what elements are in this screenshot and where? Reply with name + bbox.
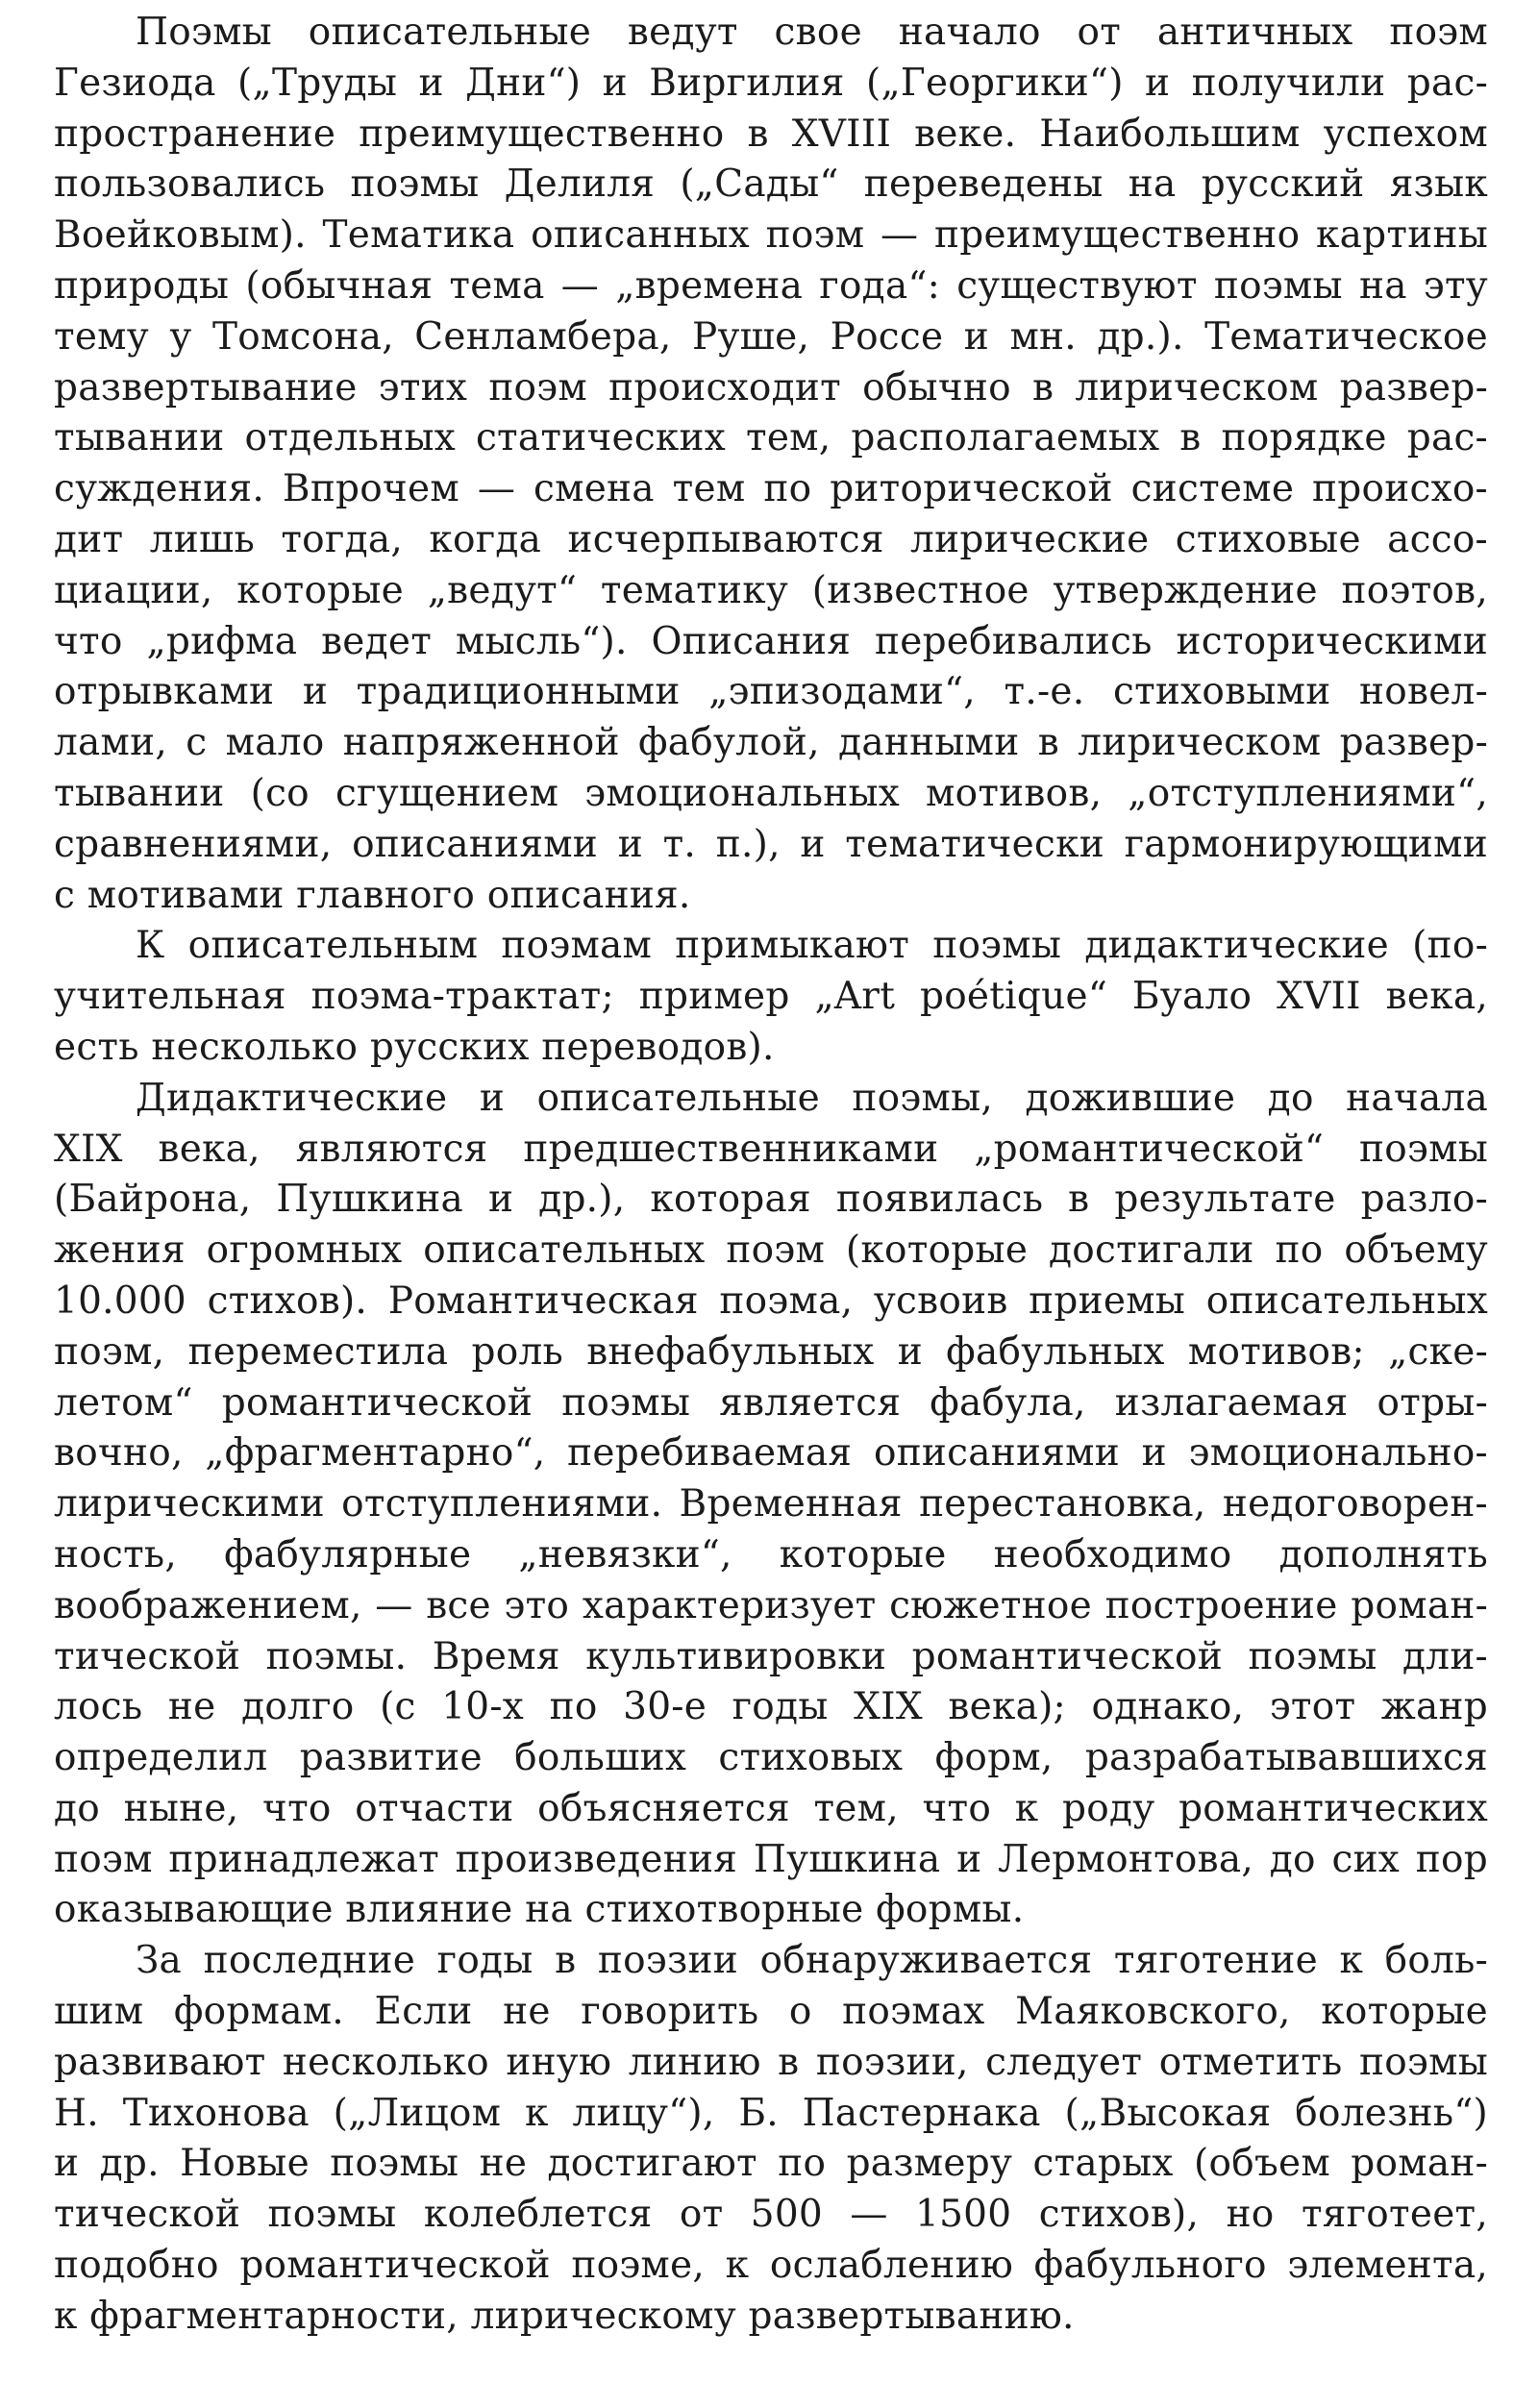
text-line: развертывание этих поэм происходит обычно в лирическом развер- — [54, 365, 1488, 410]
text-line: пространение преимущественно в XVIII веке. Наибольшим успехом — [54, 112, 1488, 156]
paragraph-recent-poetry — [54, 1936, 1488, 2342]
text-line: пользовались поэмы Делиля („Сады“ переведены на русский язык — [54, 162, 1488, 207]
text-line: тывании отдельных статических тем, располагаемых в порядке рас- — [54, 416, 1488, 460]
text-line: что „рифма ведет мысль“). Описания перебивались историческими — [54, 619, 1488, 663]
text-line: есть несколько русских переводов). — [54, 1025, 775, 1069]
text-line: подобно романтической поэме, к ослаблению фабульного элемента, — [54, 2244, 1488, 2288]
text-line: поэм принадлежат произведения Пушкина и Лермонтова, до сих пор — [54, 1837, 1488, 1881]
text-line: XIX века, являются предшественниками „романтической“ поэмы — [54, 1127, 1488, 1171]
text-line: суждения. Впрочем — смена тем по риторической системе происхо- — [54, 467, 1488, 511]
text-line: Поэмы описательные ведут свое начало от античных поэм — [136, 11, 1488, 54]
paragraph-romantic-poems — [54, 1074, 1488, 1937]
text-line: с мотивами главного описания. — [54, 873, 691, 917]
text-line: Н. Тихонова („Лицом к лицу“), Б. Пастернака („Высокая болезнь“) — [54, 2091, 1488, 2135]
text-line: и др. Новые поэмы не достигают по размеру старых (объем роман- — [54, 2142, 1488, 2186]
text-line: шим формам. Если не говорить о поэмах Маяковского, которые — [54, 1990, 1488, 2034]
text-line: тической поэмы. Время культивировки романтической поэмы дли- — [54, 1634, 1488, 1678]
text-line: лами, с мало напряженной фабулой, данными в лирическом развер- — [54, 721, 1488, 765]
paragraph-descriptive-poems — [54, 8, 1488, 921]
text-line: природы (обычная тема — „времена года“: существуют поэмы на эту — [54, 263, 1488, 308]
text-line: 10.000 стихов). Романтическая поэма, усвоив приемы описательных — [54, 1278, 1488, 1323]
text-line: тической поэмы колеблется от 500 — 1500 стихов), но тяготеет, — [54, 2193, 1488, 2237]
text-line: тывании (со сгущением эмоциональных мотивов, „отступлениями“, — [54, 771, 1488, 815]
text-line: жения огромных описательных поэм (которые достигали по объему — [54, 1229, 1488, 1273]
text-line: определил развитие больших стиховых форм, разрабатывавшихся — [54, 1736, 1488, 1780]
text-line: За последние годы в поэзии обнаруживается тяготение к боль- — [136, 1939, 1488, 1983]
text-line: Воейковым). Тематика описанных поэм — преимущественно картины — [54, 213, 1488, 258]
text-line: вочно, „фрагментарно“, перебиваемая описаниями и эмоционально- — [54, 1431, 1488, 1476]
text-line: до ныне, что отчасти объясняется тем, что к роду романтических — [54, 1786, 1488, 1830]
text-line: развивают несколько иную линию в поэзии, следует отметить поэмы — [54, 2040, 1488, 2084]
text-line: лирическими отступлениями. Временная перестановка, недоговорен- — [54, 1482, 1488, 1527]
text-line: Дидактические и описательные поэмы, дожившие до начала — [136, 1076, 1488, 1120]
text-line: лось не долго (с 10-х по 30-е годы XIX века); однако, этот жанр — [54, 1685, 1488, 1729]
text-line: летом“ романтической поэмы является фабула, излагаемая отры- — [54, 1380, 1488, 1425]
text-line: дит лишь тогда, когда исчерпываются лирические стиховые ассо- — [54, 517, 1488, 561]
text-line: сравнениями, описаниями и т. п.), и тематически гармонирующими — [54, 822, 1488, 866]
text-line: учительная поэма-трактат; пример „Art poétique“ Буало XVII века, — [54, 975, 1488, 1019]
text-line: циации, которые „ведут“ тематику (известное утверждение поэтов, — [54, 568, 1488, 612]
text-line: поэм, переместила роль внефабульных и фабульных мотивов; „ске- — [54, 1329, 1488, 1374]
text-line: ность, фабулярные „невязки“, которые необходимо дополнять — [54, 1532, 1488, 1576]
text-line: (Байрона, Пушкина и др.), которая появилась в результате разло- — [54, 1178, 1488, 1222]
text-line: К описательным поэмам примыкают поэмы дидактические (по- — [136, 924, 1488, 968]
paragraph-didactic-poems — [54, 921, 1488, 1073]
text-line: Гезиода („Труды и Дни“) и Виргилия („Георгики“) и получили рас- — [54, 61, 1488, 105]
text-line: тему у Томсона, Сенламбера, Руше, Россе и мн. др.). Тематическое — [54, 314, 1488, 359]
text-line: к фрагментарности, лирическому развертыванию. — [54, 2294, 1075, 2338]
text-line: отрывками и традиционными „эпизодами“, т.-е. стиховыми новел- — [54, 670, 1488, 714]
text-line: воображением, — все это характеризует сюжетное построение роман- — [54, 1583, 1488, 1627]
text-line: оказывающие влияние на стихотворные формы. — [54, 1888, 1025, 1932]
